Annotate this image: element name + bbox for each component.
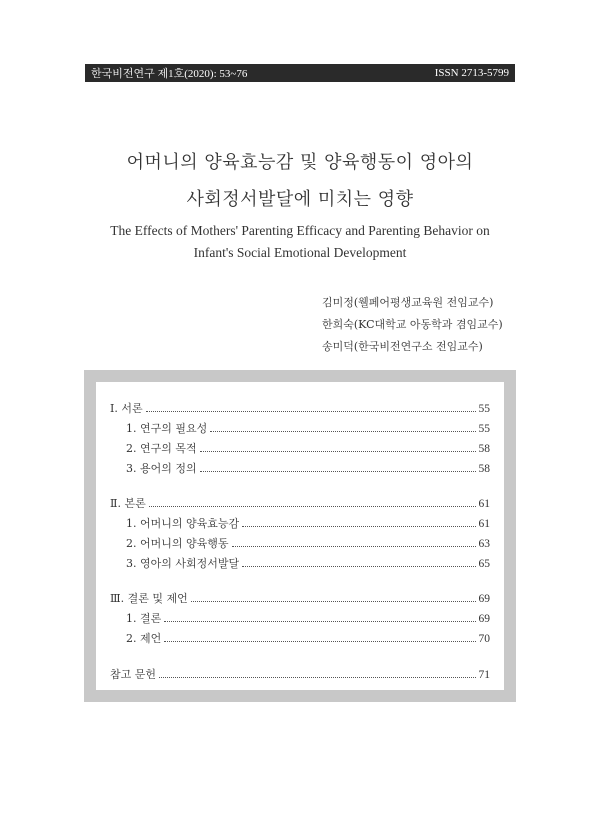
toc-leader-dots (232, 545, 476, 547)
toc-label: 1. 결론 (126, 612, 162, 625)
toc-entry-definitions[interactable] (126, 460, 490, 476)
toc-label: 1. 어머니의 양육효능감 (126, 517, 240, 530)
toc-leader-dots (200, 470, 476, 472)
toc-page-number: 58 (478, 463, 490, 475)
toc-page-number: 61 (478, 518, 490, 530)
author-2: 한희숙(KC대학교 아동학과 겸임교수) (322, 318, 503, 331)
english-title (0, 220, 600, 264)
toc-leader-dots (159, 676, 475, 678)
english-title-line-2: Infant's Social Emotional Development (193, 245, 407, 260)
toc-leader-dots (200, 450, 476, 452)
toc-page-number: 65 (478, 558, 490, 570)
table-of-contents (96, 382, 504, 690)
toc-entry-conclusion-sub[interactable] (126, 610, 490, 626)
toc-leader-dots (242, 525, 475, 527)
toc-entry-conclusion[interactable] (110, 590, 490, 606)
toc-leader-dots (146, 410, 476, 412)
toc-leader-dots (164, 640, 475, 642)
journal-header-bar (85, 64, 515, 82)
toc-page-number: 55 (478, 403, 490, 415)
toc-leader-dots (210, 430, 475, 432)
toc-page-number: 71 (478, 669, 490, 681)
toc-entry-parenting-behavior[interactable] (126, 535, 490, 551)
toc-label: 참고 문헌 (110, 668, 157, 681)
toc-entry-main-body[interactable] (110, 495, 490, 511)
toc-page-number: 69 (478, 613, 490, 625)
toc-leader-dots (242, 565, 475, 567)
toc-label: Ⅲ. 결론 및 제언 (110, 592, 188, 605)
toc-entry-necessity[interactable] (126, 420, 490, 436)
toc-label: 3. 영아의 사회정서발달 (126, 557, 240, 570)
issn-label: ISSN 2713-5799 (434, 67, 509, 79)
toc-label: 2. 어머니의 양육행동 (126, 537, 229, 550)
toc-entry-references[interactable] (110, 666, 490, 682)
toc-entry-purpose[interactable] (126, 440, 490, 456)
toc-leader-dots (191, 600, 476, 602)
toc-page-number: 58 (478, 443, 490, 455)
korean-title-line-1: 어머니의 양육효능감 및 양육행동이 영아의 (126, 152, 474, 173)
author-3: 송미덕(한국비전연구소 전임교수) (322, 340, 483, 353)
toc-page-number: 55 (478, 423, 490, 435)
toc-label: 2. 제언 (126, 632, 162, 645)
english-title-line-1: The Effects of Mothers' Parenting Efficacy and Parenting Behavior on (110, 223, 490, 238)
toc-label: 3. 용어의 정의 (126, 462, 197, 475)
toc-entry-introduction[interactable] (110, 400, 490, 416)
table-of-contents-frame (84, 370, 516, 702)
toc-page-number: 70 (478, 633, 490, 645)
toc-entry-social-emotional[interactable] (126, 555, 490, 571)
toc-entry-parenting-efficacy[interactable] (126, 515, 490, 531)
toc-page-number: 61 (478, 498, 490, 510)
toc-label: Ⅰ. 서론 (110, 402, 143, 415)
toc-label: Ⅱ. 본론 (110, 497, 146, 510)
toc-leader-dots (164, 620, 475, 622)
author-list (322, 292, 503, 358)
toc-page-number: 63 (478, 538, 490, 550)
author-1: 김미정(웰페어평생교육원 전임교수) (322, 296, 494, 309)
journal-citation: 한국비전연구 제1호(2020): 53~76 (91, 68, 248, 80)
toc-entry-suggestions[interactable] (126, 630, 490, 646)
toc-leader-dots (149, 505, 476, 507)
korean-title-line-2: 사회정서발달에 미치는 영향 (186, 189, 414, 210)
toc-page-number: 69 (478, 593, 490, 605)
toc-label: 1. 연구의 필요성 (126, 422, 208, 435)
toc-label: 2. 연구의 목적 (126, 442, 197, 455)
